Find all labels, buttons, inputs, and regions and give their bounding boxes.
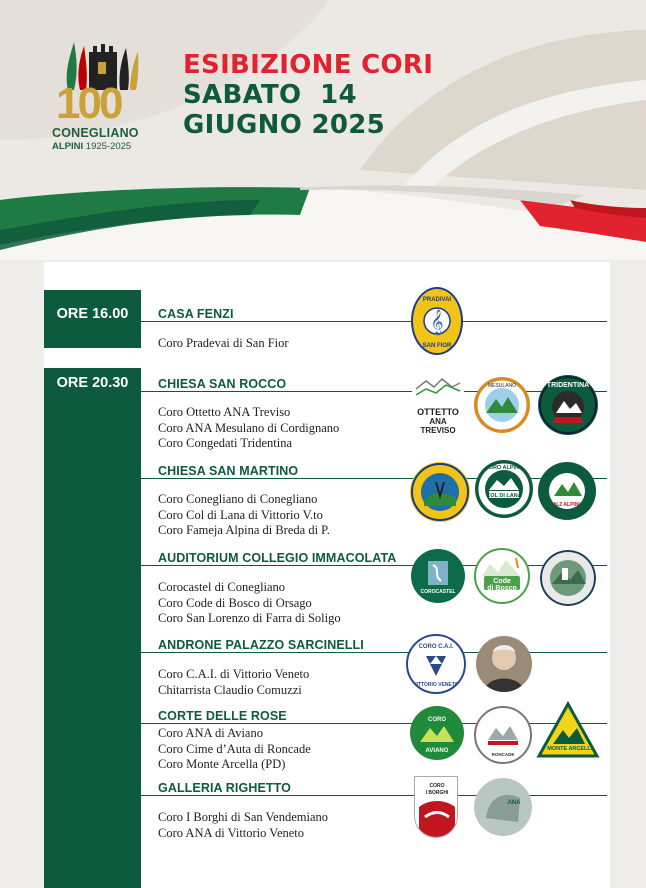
choir-badge	[535, 700, 601, 762]
svg-text:N.Z ALPINI: N.Z ALPINI	[554, 502, 580, 508]
choir-badge	[410, 706, 464, 760]
conegliano-alpini-logo	[50, 38, 150, 158]
logo-org: ALPINI	[52, 141, 84, 152]
svg-text:TREVISO: TREVISO	[420, 426, 456, 435]
venue-title: CHIESA SAN MARTINO	[158, 464, 299, 478]
svg-text:COL DI LANA: COL DI LANA	[486, 493, 522, 499]
svg-text:di Bosco: di Bosco	[487, 585, 517, 592]
choir-badge	[410, 462, 470, 522]
choir-name: Coro ANA Mesulano di Cordignano	[158, 420, 340, 435]
choir-badge	[414, 776, 458, 838]
svg-text:ANA: ANA	[507, 800, 521, 806]
venue-choir-list	[158, 405, 339, 452]
time-label-evening: ORE 20.30	[44, 368, 141, 398]
venue-divider	[141, 565, 607, 566]
time-label-afternoon: ORE 16.00	[44, 290, 141, 348]
choir-badge	[411, 287, 463, 355]
monte-arcella-emblem-icon	[535, 700, 601, 762]
choir-badge	[411, 549, 465, 603]
choir-badge	[538, 462, 596, 520]
svg-text:VITTORIO VENETO: VITTORIO VENETO	[413, 682, 459, 688]
logo-subtitle	[52, 141, 131, 152]
svg-text:CORO: CORO	[428, 717, 446, 723]
i-borghi-emblem-icon	[415, 777, 458, 838]
col-di-lana-emblem-icon	[475, 460, 533, 518]
venue-divider	[141, 321, 607, 322]
svg-text:RONCADE: RONCADE	[491, 752, 515, 757]
title-line-3: GIUGNO 2025	[183, 110, 386, 140]
svg-text:SAN FIOR: SAN FIOR	[422, 343, 452, 349]
venue-divider	[141, 478, 607, 479]
choir-name: Corocastel di Conegliano	[158, 580, 286, 594]
svg-text:Code: Code	[493, 578, 511, 585]
svg-text:OTTETTO: OTTETTO	[417, 407, 459, 417]
ana-vittorio-emblem-icon	[474, 778, 532, 836]
venue-choir-list	[158, 336, 289, 352]
corocastel-emblem-icon	[411, 549, 465, 603]
event-title	[183, 50, 433, 140]
choir-name: Coro ANA di Aviano	[158, 726, 263, 740]
san-lorenzo-emblem-icon	[540, 550, 596, 606]
cime-dauta-emblem-icon	[476, 708, 530, 762]
venue-title: CORTE DELLE ROSE	[158, 709, 287, 723]
logo-number: 100	[56, 79, 121, 128]
choir-name: Coro I Borghi di San Vendemiano	[158, 810, 329, 824]
choir-name: Chitarrista Claudio Comuzzi	[158, 682, 302, 697]
choir-name: Coro ANA di Vittorio Veneto	[158, 825, 305, 840]
venue-divider	[141, 795, 607, 796]
choir-badge	[474, 377, 530, 433]
choir-badge	[474, 706, 532, 764]
choir-badge	[474, 778, 532, 836]
venue-choir-list	[158, 810, 328, 841]
venue-title: GALLERIA RIGHETTO	[158, 781, 291, 795]
svg-text:ANA: ANA	[429, 417, 447, 426]
venue-divider	[141, 391, 607, 392]
choir-name: Coro Congedati Tridentina	[158, 436, 293, 450]
choir-name: Coro Monte Arcella (PD)	[158, 757, 286, 771]
choir-name: Coro Cime d’Auta di Roncade	[158, 741, 311, 756]
choir-name: Coro San Lorenzo di Farra di Soligo	[158, 611, 341, 625]
venue-title: CASA FENZI	[158, 307, 234, 321]
choir-badge	[412, 375, 464, 435]
choir-badge	[540, 550, 596, 606]
portrait-icon	[476, 636, 532, 692]
tridentina-emblem-icon	[538, 375, 598, 435]
evening-time-strip	[44, 368, 141, 888]
venue-choir-list	[158, 726, 311, 773]
choir-name: Coro Pradevai di San Fior	[158, 336, 289, 350]
svg-text:MESULANO: MESULANO	[487, 383, 517, 389]
venue-title: ANDRONE PALAZZO SARCINELLI	[158, 638, 364, 652]
venue-title: AUDITORIUM COLLEGIO IMMACOLATA	[158, 551, 397, 565]
svg-text:PRADIVAI: PRADIVAI	[422, 297, 452, 303]
venue-choir-list	[158, 580, 341, 627]
guitarist-photo	[476, 636, 532, 692]
svg-text:COROCASTEL: COROCASTEL	[420, 589, 456, 595]
svg-text:I BORGHI: I BORGHI	[425, 790, 449, 796]
choir-name: Coro Code di Bosco di Orsago	[158, 595, 312, 610]
svg-text:AVIANO: AVIANO	[425, 748, 449, 754]
ottetto-logo-icon	[412, 375, 464, 435]
code-di-bosco-emblem-icon	[476, 550, 528, 602]
svg-text:MONTE ARCELLA: MONTE ARCELLA	[547, 746, 595, 752]
choir-name: Coro Fameja Alpina di Breda di P.	[158, 523, 330, 537]
aviano-emblem-icon	[410, 706, 464, 760]
logo-city: CONEGLIANO	[52, 126, 139, 140]
choir-name: Coro Conegliano di Conegliano	[158, 492, 318, 506]
title-line-1: ESIBIZIONE CORI	[183, 50, 434, 80]
venue-choir-list	[158, 667, 309, 698]
choir-name: Coro Col di Lana di Vittorio V.to	[158, 507, 323, 522]
choir-badge	[406, 634, 466, 694]
conegliano-choir-emblem-icon	[410, 462, 470, 522]
svg-text:𝄞: 𝄞	[430, 310, 444, 335]
venue-choir-list	[158, 492, 330, 539]
choir-name: Coro Ottetto ANA Treviso	[158, 405, 291, 419]
choir-name: Coro C.A.I. di Vittorio Veneto	[158, 667, 310, 681]
title-line-2: SABATO 14	[183, 80, 357, 110]
choir-badge	[475, 460, 533, 518]
venue-title: CHIESA SAN ROCCO	[158, 377, 287, 391]
fameja-alpina-emblem-icon	[538, 462, 596, 520]
venue-divider	[141, 652, 607, 653]
mountain-emblem-icon	[474, 377, 530, 433]
svg-text:CORO ALPINO: CORO ALPINO	[484, 465, 524, 471]
logo-years: 1925-2025	[85, 141, 132, 152]
choir-badge	[538, 375, 598, 435]
svg-text:TRIDENTINA: TRIDENTINA	[546, 382, 590, 389]
treble-clef-icon	[413, 289, 461, 353]
svg-text:CORO C.A.I.: CORO C.A.I.	[418, 644, 454, 650]
cai-emblem-icon	[408, 636, 464, 692]
choir-badge	[474, 548, 530, 604]
svg-text:CORO: CORO	[429, 783, 445, 789]
